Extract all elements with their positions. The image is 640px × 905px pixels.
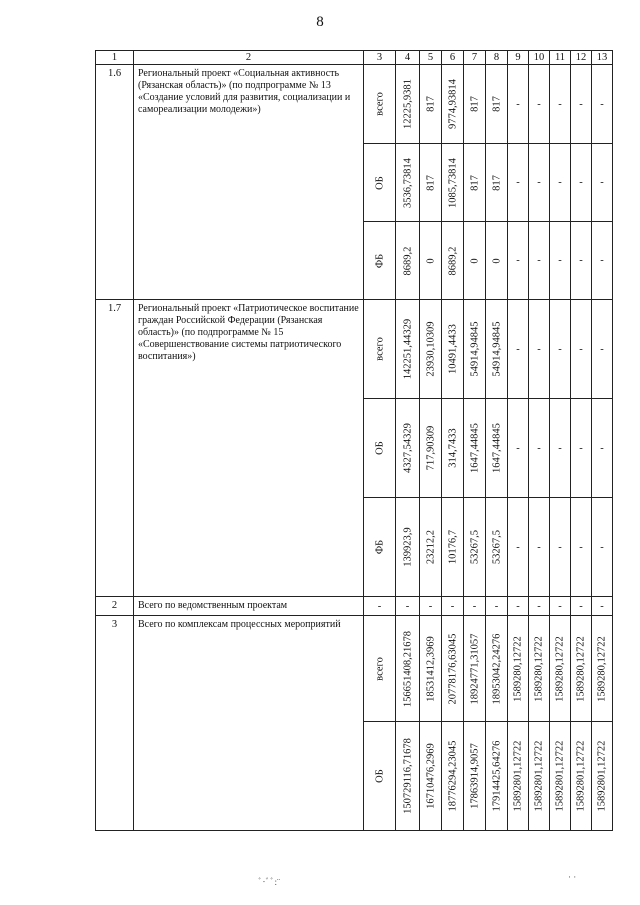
dash-cell: - bbox=[420, 597, 442, 616]
amount-cell bbox=[442, 300, 464, 399]
amount-cell bbox=[396, 222, 420, 300]
source-label-cell bbox=[364, 498, 396, 597]
amount: 15892801,12722 bbox=[596, 740, 608, 812]
table-row bbox=[96, 65, 613, 144]
dash-cell: - bbox=[508, 65, 529, 144]
source-label-cell bbox=[364, 144, 396, 222]
dash-cell: - bbox=[508, 300, 529, 399]
amount: 18924771,31057 bbox=[469, 633, 480, 704]
dash-cell: - bbox=[529, 144, 550, 222]
dash-cell: - bbox=[396, 597, 420, 616]
amount-cell bbox=[529, 616, 550, 722]
amount-cell bbox=[464, 144, 486, 222]
amount: 23212,2 bbox=[425, 529, 436, 565]
amount: 1589280,12722 bbox=[533, 635, 545, 702]
amount: 10491,4433 bbox=[447, 324, 458, 374]
amount: 53267,5 bbox=[469, 529, 480, 565]
amount: 17914425,64276 bbox=[491, 740, 502, 812]
amount: 156651408,21678 bbox=[402, 630, 413, 707]
source-label-cell bbox=[364, 616, 396, 722]
amount: 54914,94845 bbox=[491, 321, 502, 377]
source-label: всего bbox=[374, 656, 385, 681]
amount: 8689,2 bbox=[402, 246, 413, 275]
dash-cell: - bbox=[529, 300, 550, 399]
budget-table bbox=[95, 50, 613, 831]
row-number: 1.7 bbox=[96, 300, 134, 597]
amount-cell bbox=[442, 498, 464, 597]
column-header: 4 bbox=[396, 51, 420, 65]
dash-cell: - bbox=[571, 498, 592, 597]
dash-cell: - bbox=[571, 300, 592, 399]
amount: 23930,10309 bbox=[425, 321, 436, 377]
source-label: ОБ bbox=[374, 175, 385, 190]
amount: 0 bbox=[491, 257, 502, 264]
amount: 9774,93814 bbox=[447, 79, 458, 129]
scan-mark: · · bbox=[568, 872, 577, 882]
amount: 1085,73814 bbox=[447, 157, 458, 208]
column-header: 2 bbox=[134, 51, 364, 65]
amount-cell bbox=[442, 144, 464, 222]
amount: 314,7433 bbox=[447, 428, 458, 468]
amount-cell bbox=[396, 300, 420, 399]
amount-cell bbox=[396, 616, 420, 722]
amount-cell bbox=[486, 722, 508, 831]
column-header: 5 bbox=[420, 51, 442, 65]
column-header: 13 bbox=[592, 51, 613, 65]
dash-cell: - bbox=[508, 597, 529, 616]
column-header: 9 bbox=[508, 51, 529, 65]
column-header: 7 bbox=[464, 51, 486, 65]
amount: 10176,7 bbox=[447, 529, 458, 565]
dash-cell: - bbox=[529, 399, 550, 498]
column-header: 11 bbox=[550, 51, 571, 65]
source-label-cell bbox=[364, 65, 396, 144]
amount: 8689,2 bbox=[447, 246, 458, 275]
source-label-cell bbox=[364, 222, 396, 300]
amount-cell bbox=[420, 399, 442, 498]
amount: 817 bbox=[469, 174, 480, 191]
dash-cell: - bbox=[550, 300, 571, 399]
source-label: ФБ bbox=[374, 253, 385, 268]
amount: 15892801,12722 bbox=[533, 740, 545, 812]
column-header: 10 bbox=[529, 51, 550, 65]
amount-cell bbox=[396, 65, 420, 144]
row-name: Всего по ведомственным проектам bbox=[134, 597, 364, 616]
table-row bbox=[96, 300, 613, 399]
amount: 1589280,12722 bbox=[554, 635, 566, 702]
amount: 1647,44845 bbox=[469, 423, 480, 473]
row-number: 2 bbox=[96, 597, 134, 616]
amount-cell bbox=[486, 222, 508, 300]
dash-cell: - bbox=[550, 597, 571, 616]
amount-cell bbox=[464, 300, 486, 399]
row-name: Всего по комплексам процессных мероприятий bbox=[134, 616, 364, 831]
dash-cell: - bbox=[592, 399, 613, 498]
amount-cell bbox=[464, 722, 486, 831]
dash-cell: - bbox=[529, 597, 550, 616]
row-name: Региональный проект «Социальная активность (Рязанская область)» (по подпрограмме № 13 «Создание условий для развития, социализации и самореализации молодежи») bbox=[134, 65, 364, 300]
amount: 817 bbox=[425, 174, 436, 191]
dash-cell: - bbox=[571, 399, 592, 498]
amount: 1589280,12722 bbox=[575, 635, 587, 702]
amount: 1589280,12722 bbox=[596, 635, 608, 702]
dash-cell: - bbox=[508, 144, 529, 222]
source-label-cell bbox=[364, 399, 396, 498]
amount-cell bbox=[486, 300, 508, 399]
amount: 0 bbox=[469, 257, 480, 264]
amount-cell bbox=[420, 65, 442, 144]
amount: 717,90309 bbox=[425, 425, 436, 471]
dash-cell: - bbox=[571, 144, 592, 222]
amount: 16710476,2969 bbox=[425, 743, 436, 809]
amount: 54914,94845 bbox=[469, 321, 480, 377]
amount-cell bbox=[420, 144, 442, 222]
amount: 817 bbox=[469, 96, 480, 112]
amount-cell bbox=[529, 722, 550, 831]
amount-cell bbox=[420, 722, 442, 831]
source-label: ФБ bbox=[374, 539, 385, 555]
dash-cell: - bbox=[550, 222, 571, 300]
amount-cell bbox=[442, 222, 464, 300]
amount-cell bbox=[464, 399, 486, 498]
source-label: ОБ bbox=[374, 441, 385, 455]
dash-cell: - bbox=[508, 399, 529, 498]
dash-cell: - bbox=[529, 498, 550, 597]
amount: 3536,73814 bbox=[402, 157, 413, 208]
amount-cell bbox=[442, 65, 464, 144]
dash-cell: - bbox=[592, 65, 613, 144]
dash-cell: - bbox=[508, 222, 529, 300]
amount: 150729116,71678 bbox=[402, 738, 413, 814]
header-row bbox=[96, 51, 613, 65]
amount-cell bbox=[396, 144, 420, 222]
amount: 15892801,12722 bbox=[512, 740, 524, 812]
amount: 20778176,63045 bbox=[447, 633, 458, 704]
amount-cell bbox=[464, 498, 486, 597]
amount-cell bbox=[420, 222, 442, 300]
amount-cell bbox=[550, 616, 571, 722]
source-label-cell bbox=[364, 300, 396, 399]
column-header: 12 bbox=[571, 51, 592, 65]
source-label-cell bbox=[364, 722, 396, 831]
source-label: всего bbox=[374, 92, 385, 116]
row-name: Региональный проект «Патриотическое воспитание граждан Российской Федерации (Рязанская область)» (по подпрограмме № 15 «Совершенствование системы патриотического воспитания») bbox=[134, 300, 364, 597]
amount: 15892801,12722 bbox=[554, 740, 566, 812]
amount-cell bbox=[508, 616, 529, 722]
amount-cell bbox=[464, 65, 486, 144]
amount: 817 bbox=[425, 96, 436, 112]
amount-cell bbox=[571, 616, 592, 722]
amount-cell bbox=[420, 300, 442, 399]
amount: 18953042,24276 bbox=[491, 633, 502, 704]
amount: 18776294,23045 bbox=[447, 740, 458, 812]
amount-cell bbox=[508, 722, 529, 831]
amount-cell bbox=[464, 222, 486, 300]
amount-cell bbox=[442, 722, 464, 831]
dash-cell: - bbox=[550, 144, 571, 222]
column-header: 6 bbox=[442, 51, 464, 65]
amount: 139923,9 bbox=[402, 527, 413, 567]
amount: 817 bbox=[491, 174, 502, 191]
dash-cell: - bbox=[464, 597, 486, 616]
amount-cell bbox=[420, 616, 442, 722]
dash-cell: - bbox=[550, 498, 571, 597]
dash-cell: - bbox=[550, 65, 571, 144]
amount-cell bbox=[486, 65, 508, 144]
amount-cell bbox=[396, 399, 420, 498]
dash-cell: - bbox=[571, 65, 592, 144]
amount-cell bbox=[592, 722, 613, 831]
amount-cell bbox=[486, 498, 508, 597]
dash-cell: - bbox=[592, 144, 613, 222]
amount-cell bbox=[442, 399, 464, 498]
row-number: 3 bbox=[96, 616, 134, 831]
dash-cell: - bbox=[508, 498, 529, 597]
column-header: 3 bbox=[364, 51, 396, 65]
amount-cell bbox=[486, 399, 508, 498]
amount-cell bbox=[396, 722, 420, 831]
amount-cell bbox=[550, 722, 571, 831]
amount-cell bbox=[486, 144, 508, 222]
source-label: ОБ bbox=[374, 769, 385, 783]
amount-cell bbox=[420, 498, 442, 597]
amount-cell bbox=[486, 616, 508, 722]
amount: 142251,44329 bbox=[402, 318, 413, 380]
dash-cell: - bbox=[592, 498, 613, 597]
table-row bbox=[96, 616, 613, 722]
dash-cell: - bbox=[592, 222, 613, 300]
scan-mark: ﾞ·ﾞﾞ:¨ bbox=[258, 877, 280, 887]
amount-cell bbox=[571, 722, 592, 831]
page-number: 8 bbox=[316, 14, 324, 30]
row-number: 1.6 bbox=[96, 65, 134, 300]
table-row bbox=[96, 597, 613, 616]
column-header: 8 bbox=[486, 51, 508, 65]
dash-cell: - bbox=[592, 300, 613, 399]
amount: 17863914,9057 bbox=[469, 743, 480, 809]
amount: 12225,9381 bbox=[402, 79, 413, 129]
dash-cell: - bbox=[529, 65, 550, 144]
amount: 1589280,12722 bbox=[512, 635, 524, 702]
amount: 817 bbox=[491, 96, 502, 112]
dash-cell: - bbox=[550, 399, 571, 498]
dash-cell: - bbox=[571, 222, 592, 300]
amount: 4327,54329 bbox=[402, 423, 413, 473]
amount-cell bbox=[396, 498, 420, 597]
dash-cell: - bbox=[529, 222, 550, 300]
dash-cell: - bbox=[364, 597, 396, 616]
dash-cell: - bbox=[442, 597, 464, 616]
amount: 1647,44845 bbox=[491, 423, 502, 473]
amount-cell bbox=[442, 616, 464, 722]
amount-cell bbox=[464, 616, 486, 722]
source-label: всего bbox=[374, 337, 385, 361]
dash-cell: - bbox=[486, 597, 508, 616]
amount: 0 bbox=[425, 257, 436, 264]
column-header: 1 bbox=[96, 51, 134, 65]
amount: 18531412,3969 bbox=[425, 635, 436, 702]
amount-cell bbox=[592, 616, 613, 722]
dash-cell: - bbox=[571, 597, 592, 616]
amount: 53267,5 bbox=[491, 529, 502, 565]
dash-cell: - bbox=[592, 597, 613, 616]
amount: 15892801,12722 bbox=[575, 740, 587, 812]
